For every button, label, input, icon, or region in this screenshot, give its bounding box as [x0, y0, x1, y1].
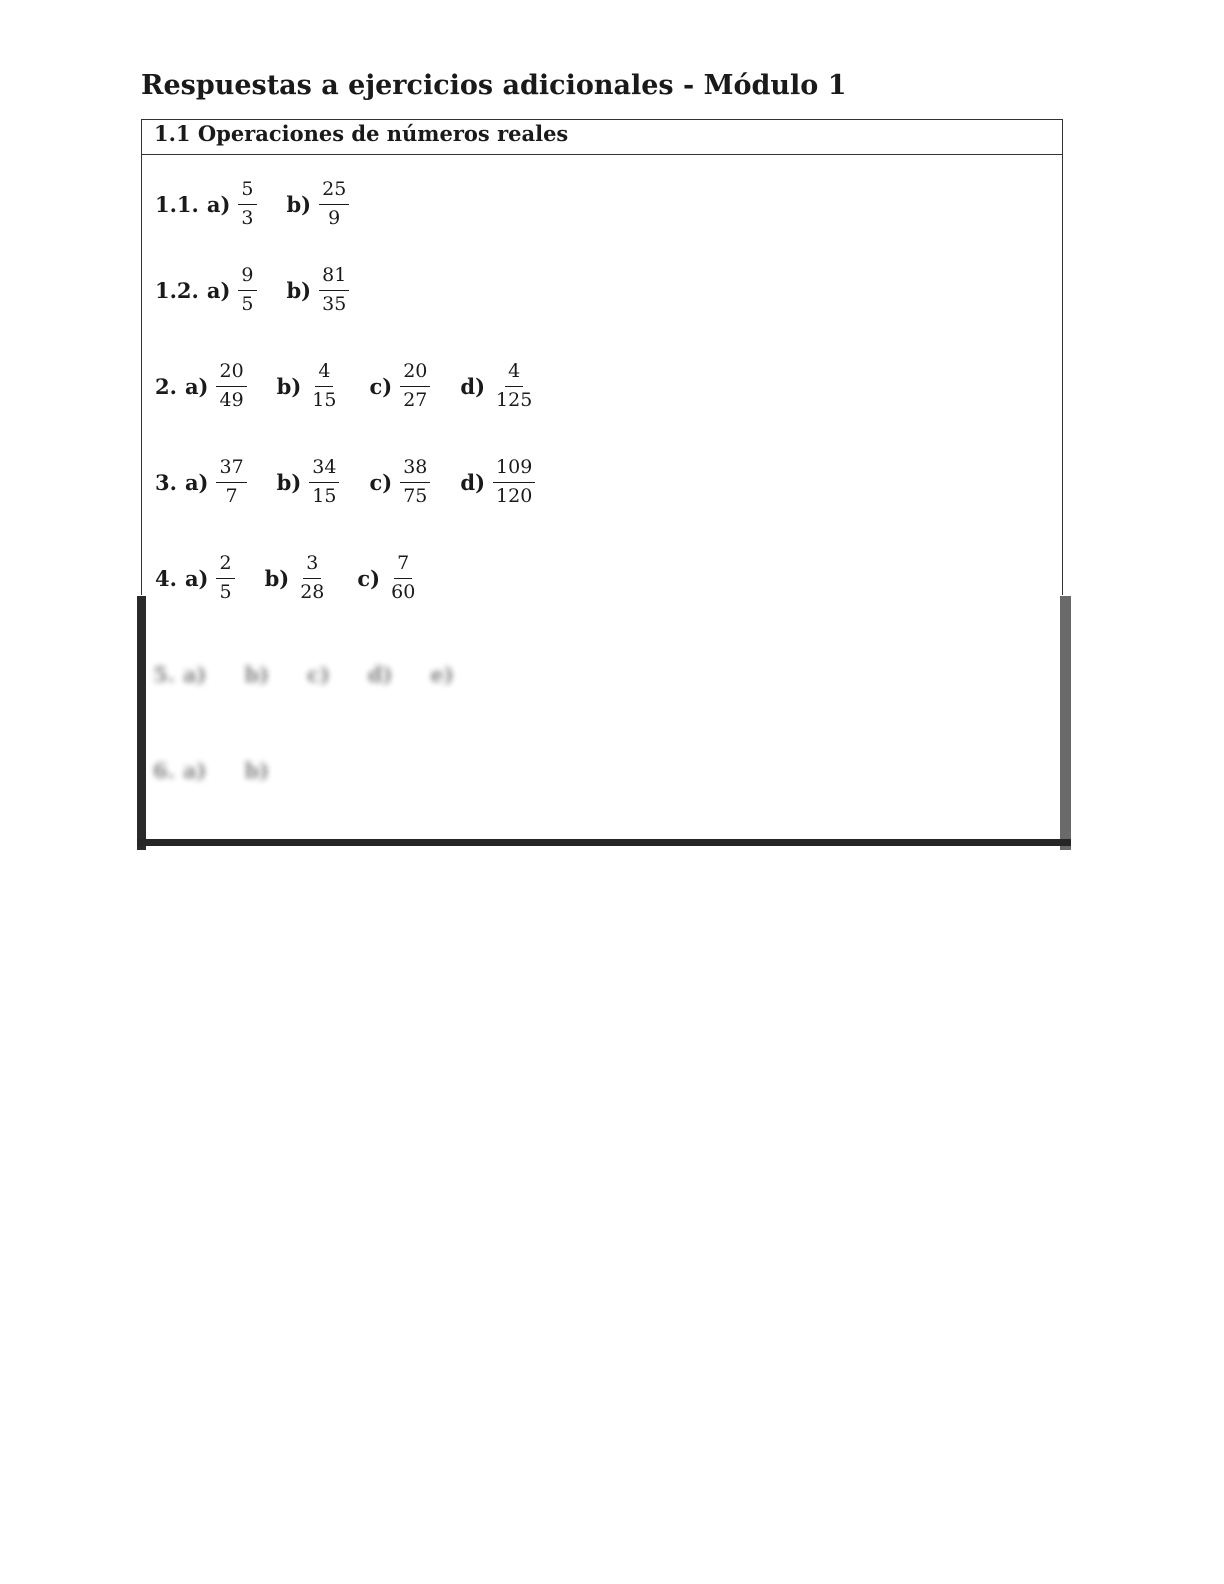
- border-right: [1060, 596, 1071, 850]
- numerator: 4: [315, 360, 333, 387]
- answer-part: [183, 758, 215, 783]
- answer-row: [153, 662, 492, 687]
- denominator: 120: [496, 484, 533, 507]
- denominator: 28: [300, 580, 325, 603]
- part-label: a): [206, 191, 231, 217]
- fraction: [400, 360, 430, 413]
- answer-part: [369, 456, 430, 509]
- answer-part: [277, 360, 340, 413]
- part-label: c): [357, 565, 381, 591]
- denominator: 5: [241, 292, 254, 315]
- fraction: [309, 360, 339, 413]
- answer-part: [244, 758, 277, 783]
- denominator: 15: [312, 388, 337, 411]
- answer-part: [207, 178, 257, 231]
- denominator: 49: [219, 388, 244, 411]
- part-label: a): [182, 758, 207, 783]
- denominator: 15: [312, 484, 337, 507]
- answer-part: [244, 662, 277, 687]
- numerator: 25: [319, 178, 349, 205]
- part-label: a): [182, 662, 207, 687]
- numerator: 3: [303, 552, 321, 579]
- fraction: [319, 178, 349, 231]
- denominator: 27: [403, 388, 428, 411]
- answer-part: [287, 178, 350, 231]
- answer-part: [430, 662, 461, 687]
- border-left: [137, 596, 146, 850]
- part-label: d): [367, 662, 393, 687]
- fraction: [216, 456, 246, 509]
- numerator: 7: [394, 552, 412, 579]
- part-label: b): [286, 191, 312, 217]
- row-number: 1.2.: [155, 277, 199, 303]
- answer-part: [369, 360, 430, 413]
- border-bottom: [137, 839, 1071, 846]
- row-number: 3.: [155, 469, 177, 495]
- section-header: 1.1 Operaciones de números reales: [142, 120, 1062, 155]
- denominator: 60: [391, 580, 416, 603]
- numerator: 34: [309, 456, 339, 483]
- answer-row: [153, 758, 307, 783]
- denominator: 7: [225, 484, 238, 507]
- answer-row: [155, 178, 379, 231]
- answer-part: [277, 456, 340, 509]
- denominator: 3: [241, 206, 254, 229]
- answer-part: [185, 456, 247, 509]
- part-label: b): [244, 758, 270, 783]
- part-label: b): [276, 373, 302, 399]
- part-label: b): [264, 565, 290, 591]
- answer-part: [287, 264, 350, 317]
- answer-part: [460, 360, 535, 413]
- numerator: 4: [505, 360, 523, 387]
- denominator: 75: [403, 484, 428, 507]
- part-label: d): [460, 373, 486, 399]
- answer-part: [185, 360, 247, 413]
- pixelated-region: [137, 596, 1071, 850]
- part-label: c): [307, 662, 330, 687]
- answer-part: [368, 662, 401, 687]
- fraction: [238, 264, 256, 317]
- fraction: [309, 456, 339, 509]
- answer-row: [155, 360, 565, 413]
- numerator: 37: [216, 456, 246, 483]
- fraction: [319, 264, 349, 317]
- part-label: a): [206, 277, 231, 303]
- numerator: 81: [319, 264, 349, 291]
- numerator: 38: [400, 456, 430, 483]
- part-label: d): [460, 469, 486, 495]
- numerator: 20: [216, 360, 246, 387]
- fraction: [493, 456, 535, 509]
- answer-row: [155, 456, 565, 509]
- part-label: a): [184, 565, 209, 591]
- fraction: [493, 360, 535, 413]
- denominator: 35: [322, 292, 347, 315]
- part-label: b): [244, 662, 270, 687]
- part-label: a): [184, 373, 209, 399]
- blurred-content: [153, 596, 1033, 836]
- row-number: 4.: [155, 565, 177, 591]
- fraction: [400, 456, 430, 509]
- numerator: 9: [238, 264, 256, 291]
- answer-part: [207, 264, 257, 317]
- fraction: [216, 360, 246, 413]
- part-label: a): [184, 469, 209, 495]
- answers-box: [141, 119, 1063, 603]
- part-label: e): [430, 662, 454, 687]
- numerator: 109: [493, 456, 535, 483]
- row-number: 5.: [153, 662, 175, 687]
- part-label: c): [369, 469, 393, 495]
- denominator: 5: [219, 580, 232, 603]
- fraction: [238, 178, 256, 231]
- numerator: 2: [216, 552, 234, 579]
- numerator: 5: [238, 178, 256, 205]
- row-number: 1.1.: [155, 191, 199, 217]
- row-number: 2.: [155, 373, 177, 399]
- part-label: c): [369, 373, 393, 399]
- part-label: b): [286, 277, 312, 303]
- part-label: b): [276, 469, 302, 495]
- answer-row: [155, 264, 379, 317]
- answer-part: [183, 662, 215, 687]
- row-number: 6.: [153, 758, 175, 783]
- answer-part: [460, 456, 535, 509]
- answer-part: [307, 662, 338, 687]
- numerator: 20: [400, 360, 430, 387]
- denominator: 125: [496, 388, 533, 411]
- denominator: 9: [328, 206, 341, 229]
- page-title: Respuestas a ejercicios adicionales - Módulo 1: [141, 70, 847, 101]
